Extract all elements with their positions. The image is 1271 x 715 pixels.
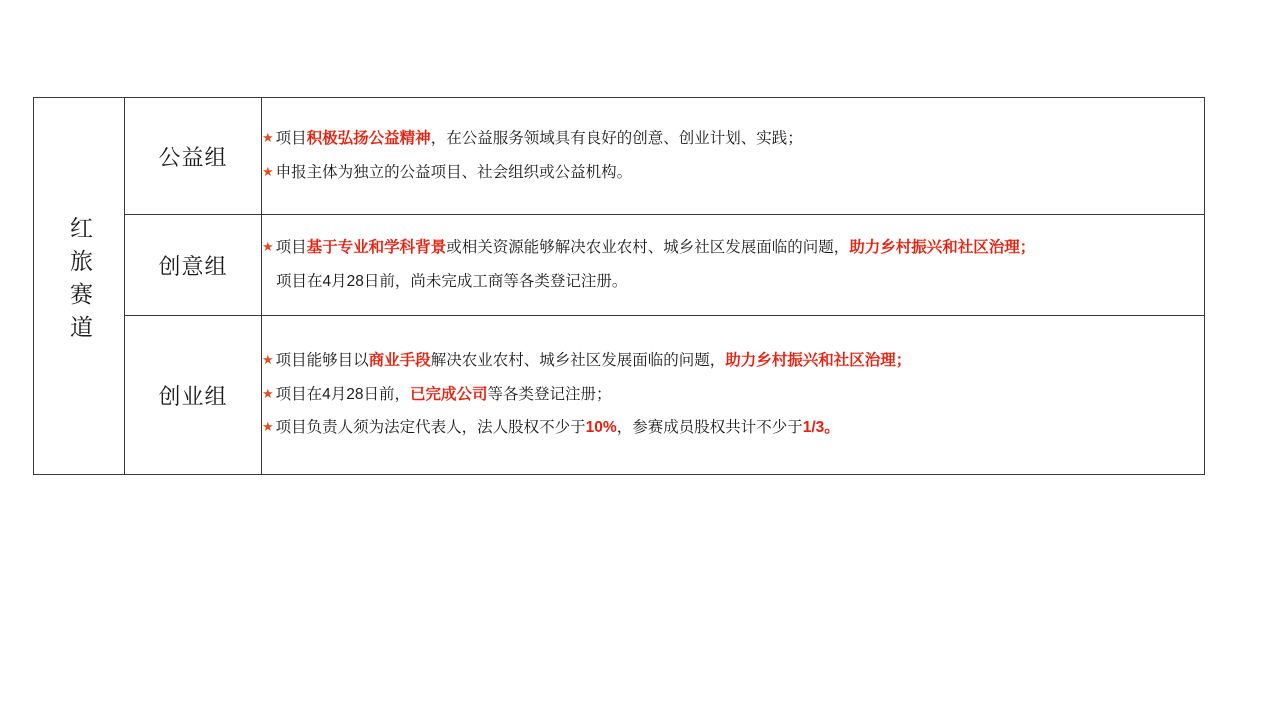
body-text: 项目在4月28日前，: [275, 385, 411, 403]
highlight-text: 已完成公司: [410, 385, 488, 403]
body-text: ，在公益服务领域具有良好的创意、创业计划、实践；: [430, 129, 803, 147]
criteria-cell-venture: [262, 316, 1205, 475]
criteria-list: [262, 349, 1204, 441]
criteria-list: [262, 236, 1204, 295]
body-text: ，参赛成员股权共计不少于: [616, 419, 803, 437]
criteria-line: [262, 416, 1204, 441]
highlight-text: 助力乡村振兴和社区治理；: [725, 351, 912, 369]
body-text: 或相关资源能够解决农业农村、城乡社区发展面临的问题，: [446, 238, 850, 256]
criteria-cell-public: [262, 98, 1205, 215]
criteria-cell-idea: [262, 215, 1205, 316]
criteria-line: [262, 349, 1204, 374]
star-icon: ★: [262, 385, 274, 401]
criteria-line: [262, 127, 1204, 152]
star-icon: ★: [262, 351, 274, 367]
table-body: [34, 98, 1205, 475]
criteria-line: [262, 270, 1204, 295]
group-name-cell-venture: [125, 316, 262, 475]
body-text: 等各类登记注册；: [487, 385, 612, 403]
body-text: 项目在4月28日前，尚未完成工商等各类登记注册。: [276, 272, 628, 290]
star-icon: ★: [262, 238, 274, 254]
body-text: 项目: [275, 238, 307, 256]
group-name-label: 公益组: [158, 144, 228, 170]
highlight-text: 积极弘扬公益精神: [306, 129, 431, 147]
group-name-cell-public: [125, 98, 262, 215]
table-row: [34, 98, 1205, 215]
star-icon: ★: [262, 129, 274, 145]
criteria-list: [262, 127, 1204, 186]
body-text: 项目能够目以: [275, 351, 369, 369]
track-requirements-table: [33, 97, 1205, 475]
group-name-label: 创业组: [158, 383, 228, 409]
star-icon: ★: [262, 419, 274, 435]
highlight-text: 助力乡村振兴和社区治理；: [849, 238, 1036, 256]
criteria-line: [262, 236, 1204, 261]
group-name-cell-idea: [125, 215, 262, 316]
highlight-text: 商业手段: [368, 351, 431, 369]
body-text: 项目负责人须为法定代表人，法人股权不少于: [275, 419, 586, 437]
group-name-label: 创意组: [158, 253, 228, 279]
criteria-line: [262, 161, 1204, 186]
body-text: 解决农业农村、城乡社区发展面临的问题，: [430, 351, 726, 369]
highlight-text: 1/3。: [802, 419, 840, 437]
table-row: [34, 316, 1205, 475]
criteria-line: [262, 383, 1204, 408]
highlight-text: 10%: [585, 419, 617, 437]
table-row: [34, 215, 1205, 316]
star-icon: ★: [262, 163, 274, 179]
track-name-label: 红旅赛道: [66, 215, 93, 348]
body-text: 项目: [275, 129, 307, 147]
table: [33, 97, 1205, 475]
track-name-cell: [34, 98, 125, 475]
body-text: 申报主体为独立的公益项目、社会组织或公益机构。: [275, 163, 633, 181]
highlight-text: 基于专业和学科背景: [306, 238, 447, 256]
